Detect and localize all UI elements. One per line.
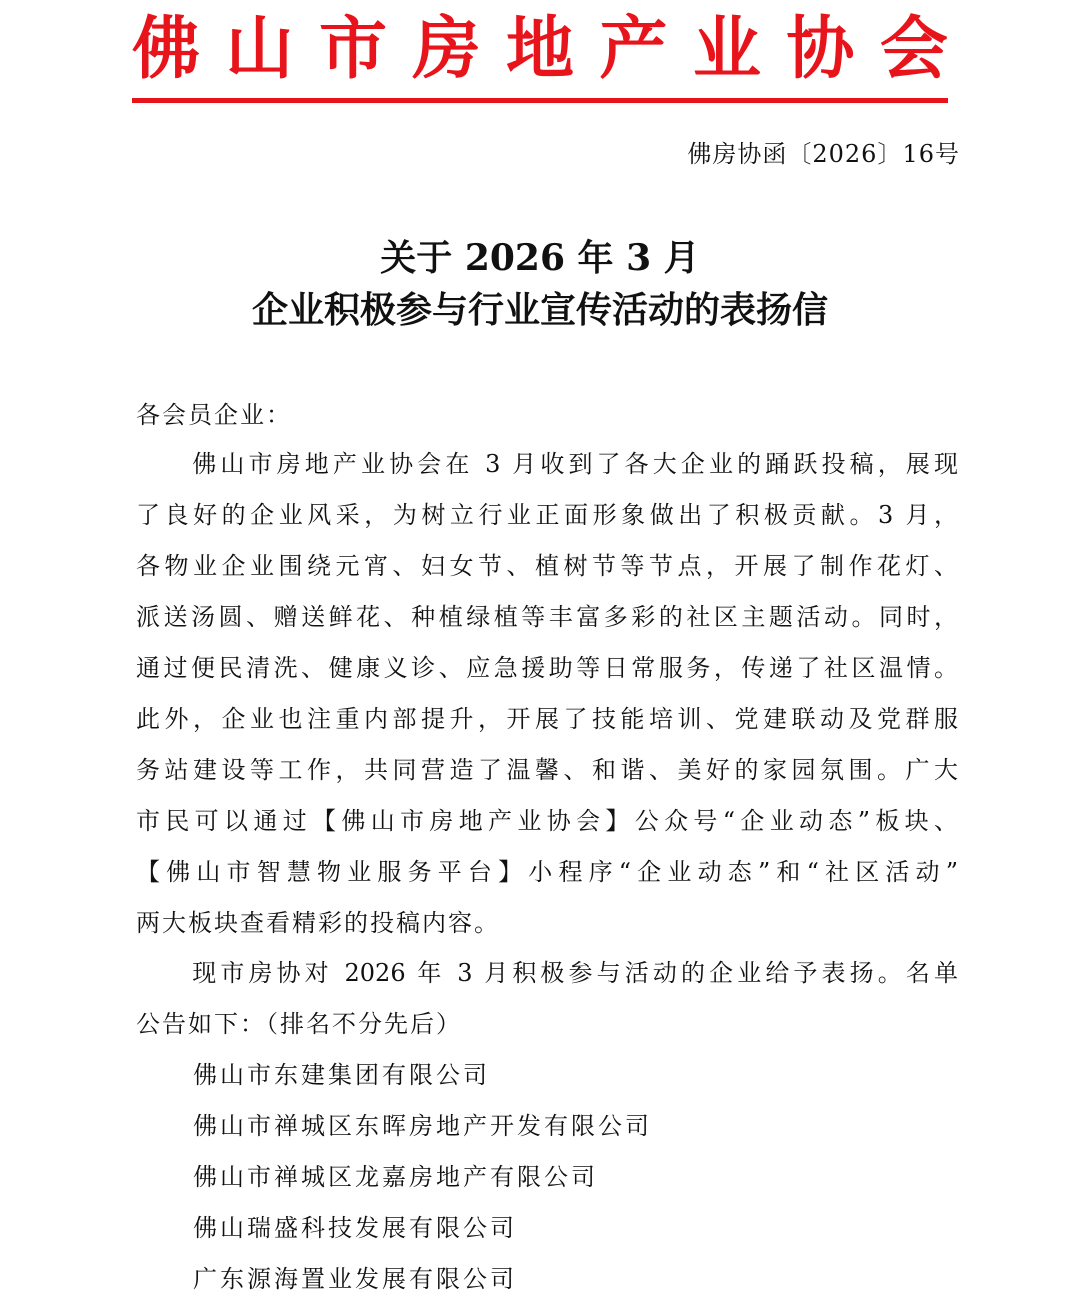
company-list-item: 佛山市禅城区龙嘉房地产有限公司 [193,1163,598,1191]
letterhead-divider [132,98,948,103]
company-list-item: 广东源海置业发展有限公司 [193,1265,517,1293]
salutation: 各会员企业： [136,401,292,429]
letterhead-char: 地 [505,9,574,89]
paragraph-line: 派送汤圆、赠送鲜花、种植绿植等丰富多彩的社区主题活动。同时， [136,603,958,631]
letterhead-char: 佛 [132,9,201,89]
letterhead-char: 协 [786,9,855,89]
company-list-item: 佛山市东建集团有限公司 [193,1061,490,1089]
letterhead-char: 业 [692,9,761,89]
paragraph-line: 务站建设等工作，共同营造了温馨、和谐、美好的家园氛围。广大 [136,756,958,784]
letterhead-char: 房 [412,9,481,89]
paragraph-line: 了良好的企业风采，为树立行业正面形象做出了积极贡献。3 月， [136,501,958,529]
letterhead-char: 会 [879,9,948,89]
paragraph-line: 市民可以通过【佛山市房地产业协会】公众号“企业动态”板块、 [136,807,958,835]
paragraph-line: 各物业企业围绕元宵、妇女节、植树节等节点，开展了制作花灯、 [136,552,958,580]
letterhead-char: 山 [225,9,294,89]
paragraph-line: 佛山市房地产业协会在 3 月收到了各大企业的踊跃投稿，展现 [136,450,958,478]
title-line-1: 关于 2026 年 3 月 [380,237,700,279]
letterhead-char: 市 [318,9,387,89]
paragraph-line: 现市房协对 2026 年 3 月积极参与活动的企业给予表扬。名单 [136,959,958,987]
paragraph-line: 通过便民清洗、健康义诊、应急援助等日常服务，传递了社区温情。 [136,654,958,682]
paragraph-line: 公告如下：（排名不分先后） [136,1010,462,1038]
company-list-item: 佛山瑞盛科技发展有限公司 [193,1214,517,1242]
company-list-item: 佛山市禅城区东晖房地产开发有限公司 [193,1112,652,1140]
title-line-2: 企业积极参与行业宣传活动的表扬信 [251,289,828,331]
letterhead-char: 产 [599,9,668,89]
letterhead-title [132,4,948,94]
paragraph-line: 两大板块查看精彩的投稿内容。 [136,909,500,937]
paragraph-line: 【佛山市智慧物业服务平台】小程序“企业动态”和“社区活动” [136,858,958,886]
paragraph-line: 此外，企业也注重内部提升，开展了技能培训、党建联动及党群服 [136,705,958,733]
document-number: 佛房协函〔2026〕16号 [687,140,960,168]
